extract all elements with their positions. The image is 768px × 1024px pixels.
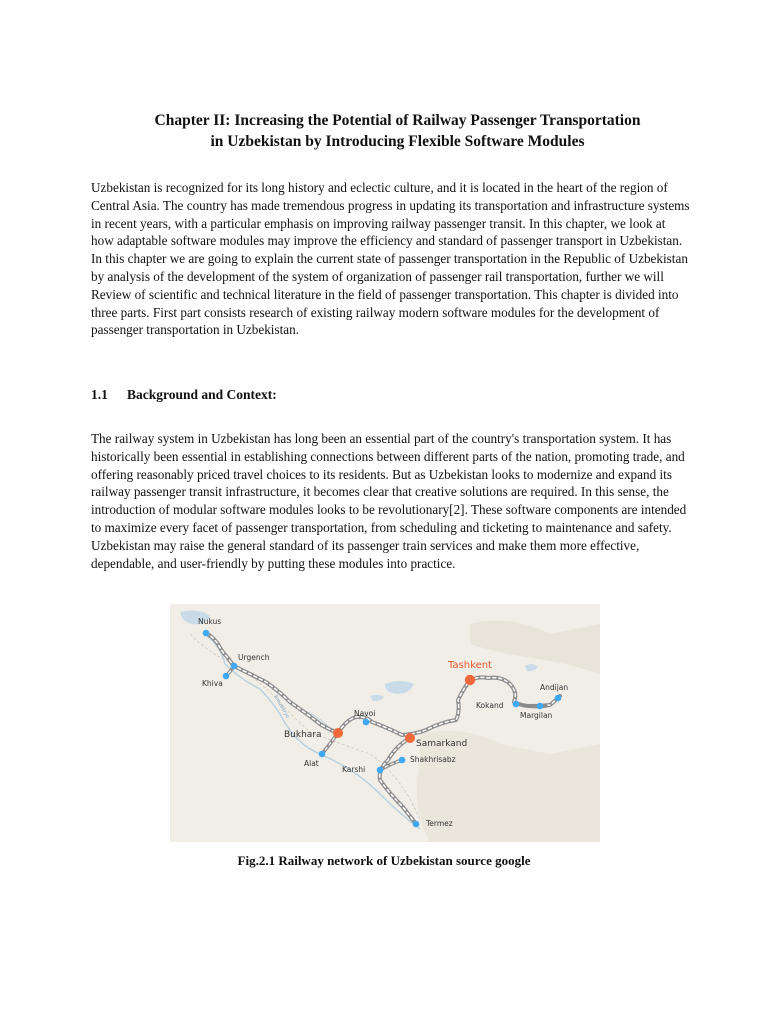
station-karshi <box>377 767 384 774</box>
label-termez: Termez <box>426 819 453 828</box>
station-andijan <box>555 695 562 702</box>
station-khiva <box>223 673 230 680</box>
station-bukhara <box>333 728 343 738</box>
section-title: Background and Context: <box>127 387 277 402</box>
label-shakhrisabz: Shakhrisabz <box>410 755 456 764</box>
station-alat <box>319 751 326 758</box>
label-alat: Alat <box>304 759 319 768</box>
section-heading <box>91 386 277 404</box>
label-navoi: Navoi <box>354 709 376 718</box>
label-urgench: Urgench <box>238 653 270 662</box>
label-andijan: Andijan <box>540 683 569 692</box>
chapter-title-line-2: in Uzbekistan by Introducing Flexible Software Modules <box>210 133 585 150</box>
station-termez <box>413 821 420 828</box>
station-tashkent <box>465 675 475 685</box>
station-navoi <box>363 719 370 726</box>
label-nukus: Nukus <box>198 617 222 626</box>
station-shakhrisabz <box>399 757 406 764</box>
label-tashkent: Tashkent <box>448 660 492 671</box>
station-kokand <box>513 701 520 708</box>
station-urgench <box>231 663 238 670</box>
chapter-title <box>95 110 700 152</box>
railway-map-figure <box>170 604 600 842</box>
label-kokand: Kokand <box>476 701 504 710</box>
label-bukhara: Bukhara <box>284 730 322 740</box>
station-nukus <box>203 630 210 637</box>
intro-paragraph: Uzbekistan is recognized for its long history and eclectic culture, and it is located in the heart of the region of Central Asia. The country has made tremendous progress in updating its transportation and infrastructure systems in recent years, with a particular emphasis on improving railway passenger transit. In this chapter, we look at how adaptable software modules may improve the efficiency and standard of passenger transport in Uzbekistan. In this chapter we are going to explain the current state of passenger transportation in the Republic of Uzbekistan by analysis of the development of the system of organization of passenger rail transportation, further we will Review of scientific and technical literature in the field of passenger transportation. This chapter is divided into three parts. First part consists research of existing railway modern software modules for the development of passenger transportation in Uzbekistan. <box>91 180 690 338</box>
region-label: Amudaryo <box>272 694 291 720</box>
station-margilan <box>537 703 544 710</box>
label-margilan: Margilan <box>520 711 553 720</box>
label-samarkand: Samarkand <box>416 739 468 749</box>
label-khiva: Khiva <box>202 679 223 688</box>
background-paragraph: The railway system in Uzbekistan has long been an essential part of the country's transportation system. It has historically been essential in establishing connections between different parts of the nation, promoting trade, and offering reasonably priced travel choices to its residents. But as Uzbekistan looks to modernize and expand its railway passenger transit infrastructure, it becomes clear that creative solutions are required. In this sense, the introduction of modular software modules looks to be revolutionary[2]. These software components are intended to maximize every facet of passenger transportation, from scheduling and ticketing to maintenance and safety. Uzbekistan may raise the general standard of its passenger train services and make them more effective, dependable, and user-friendly by putting these modules into practice. <box>91 431 687 571</box>
railway-map <box>170 604 600 842</box>
figure-caption: Fig.2.1 Railway network of Uzbekistan source google <box>237 853 531 868</box>
station-samarkand <box>405 733 415 743</box>
label-karshi: Karshi <box>342 765 366 774</box>
chapter-title-line-1: Chapter II: Increasing the Potential of Railway Passenger Transportation <box>154 112 641 129</box>
section-number: 1.1 <box>91 387 108 402</box>
